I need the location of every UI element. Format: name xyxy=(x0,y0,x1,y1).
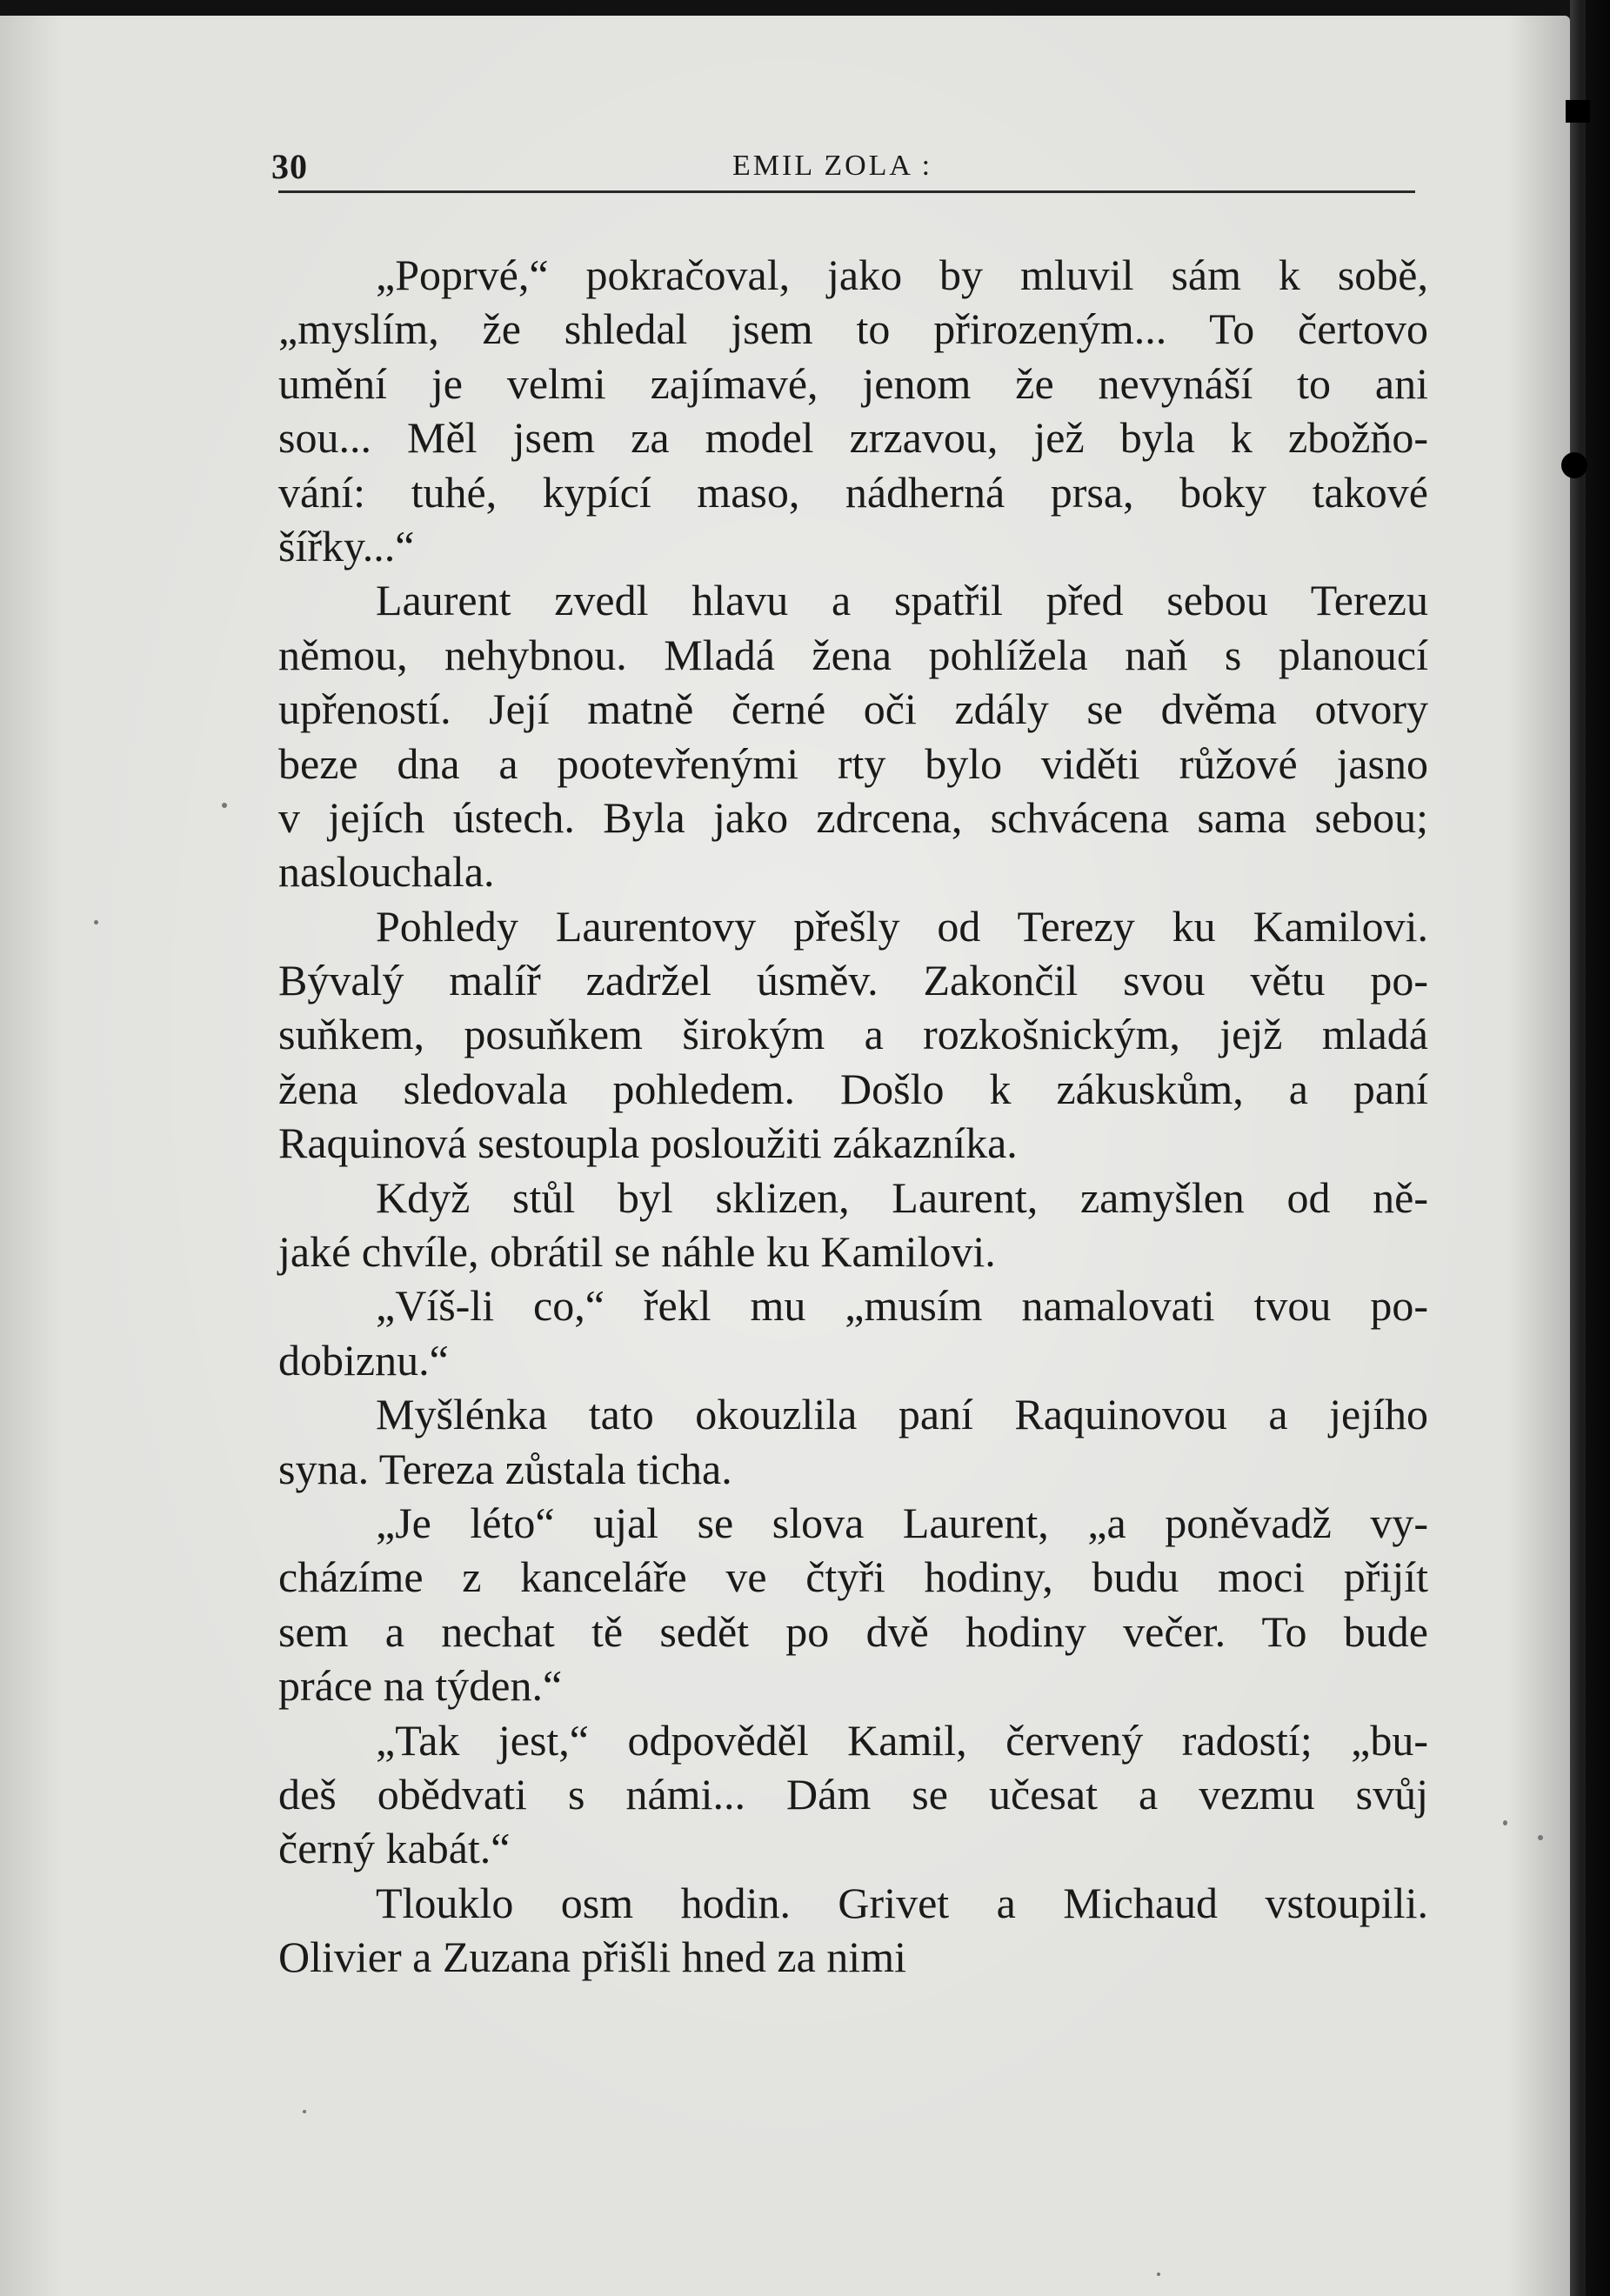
text-line: naslouchala. xyxy=(278,847,495,897)
text-line: dobiznu.“ xyxy=(278,1335,449,1385)
text-line: „Poprvé,“ pokračoval, jako by mluvil sám k sobě, xyxy=(376,250,1428,299)
paper-speck xyxy=(1503,1820,1507,1825)
text-line: šířky...“ xyxy=(278,521,415,571)
text-line: Myšlénka tato okouzlila paní Raquinovou a jejího xyxy=(376,1390,1428,1439)
paper-speck xyxy=(303,2110,306,2113)
text-line: černý kabát.“ xyxy=(278,1824,511,1873)
paper-speck xyxy=(222,803,227,808)
text-line: jaké chvíle, obrátil se náhle ku Kamilovi. xyxy=(278,1227,996,1277)
text-line: práce na týden.“ xyxy=(278,1661,563,1711)
text-line: sem a nechat tě sedět po dvě hodiny večer. To bude xyxy=(278,1606,1428,1656)
text-line: Olivier a Zuzana přišli hned za nimi xyxy=(278,1932,906,1982)
page-header xyxy=(271,146,1415,191)
text-line: Bývalý malíř zadržel úsměv. Zakončil svou větu po- xyxy=(278,956,1428,1005)
paper-speck xyxy=(1157,2273,1160,2276)
text-line: sou... Měl jsem za model zrzavou, jež byla k zbožňo- xyxy=(278,413,1428,463)
header-rule xyxy=(278,190,1415,193)
page-number: 30 xyxy=(271,147,308,186)
text-line: cházíme z kanceláře ve čtyři hodiny, budu moci přijít xyxy=(278,1552,1428,1602)
text-line: „myslím, že shledal jsem to přirozeným... To čertovo xyxy=(278,304,1428,354)
text-line: suňkem, posuňkem širokým a rozkošnickým, jejž mladá xyxy=(278,1010,1428,1059)
text-line: „Víš-li co,“ řekl mu „musím namalovati tvou po- xyxy=(376,1281,1428,1331)
text-line: žena sledovala pohledem. Došlo k zákuskům, a paní xyxy=(278,1064,1428,1113)
paper-speck xyxy=(1538,1835,1543,1840)
text-line: upřeností. Její matně černé oči zdály se dvěma otvory xyxy=(278,684,1428,734)
text-line: deš obědvati s námi... Dám se učesat a vezmu svůj xyxy=(278,1769,1428,1819)
text-line: Tlouklo osm hodin. Grivet a Michaud vstoupili. xyxy=(376,1878,1428,1927)
text-line: „Tak jest,“ odpověděl Kamil, červený radostí; „bu- xyxy=(376,1715,1428,1765)
text-line: němou, nehybnou. Mladá žena pohlížela naň s planoucí xyxy=(278,630,1428,679)
text-line: Pohledy Laurentovy přešly od Terezy ku Kamilovi. xyxy=(376,901,1428,951)
text-line: „Je léto“ ujal se slova Laurent, „a poněvadž vy- xyxy=(376,1498,1428,1547)
book-edge xyxy=(1570,0,1610,2296)
text-line: vání: tuhé, kypící maso, nádherná prsa, boky takové xyxy=(278,467,1428,517)
text-line: Laurent zvedl hlavu a spatřil před sebou Terezu xyxy=(376,576,1428,625)
text-line: beze dna a pootevřenými rty bylo viděti růžové jasno xyxy=(278,738,1428,788)
paper-speck xyxy=(94,920,98,924)
text-line: Když stůl byl sklizen, Laurent, zamyšlen od ně- xyxy=(376,1172,1428,1222)
body-text xyxy=(278,248,1428,1985)
edge-notch xyxy=(1566,100,1590,123)
text-line: v jejích ústech. Byla jako zdrcena, schvácena sama sebou; xyxy=(278,792,1428,842)
running-head: EMIL ZOLA : xyxy=(732,150,933,182)
edge-notch xyxy=(1561,452,1587,478)
text-line: umění je velmi zajímavé, jenom že nevynáší to ani xyxy=(278,358,1428,408)
book-edge-line xyxy=(1581,0,1586,2296)
text-line: Raquinová sestoupla posloužiti zákazníka. xyxy=(278,1118,1018,1168)
text-line: syna. Tereza zůstala ticha. xyxy=(278,1444,732,1493)
